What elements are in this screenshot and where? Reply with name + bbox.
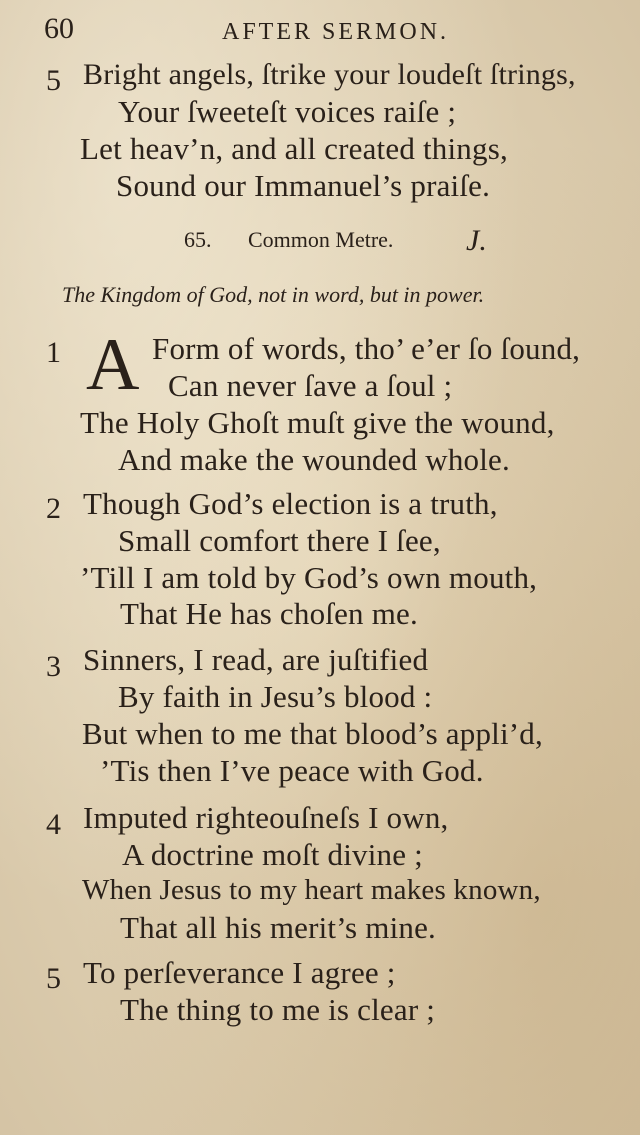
hymn-metre: Common Metre.	[248, 227, 394, 252]
verse-line: Form of words, tho’ e’er ſo ſound,	[152, 331, 581, 366]
verse-line: And make the wounded whole.	[118, 442, 510, 477]
drop-cap: A	[86, 324, 140, 406]
verse-line: ’Till I am told by God’s own mouth,	[80, 560, 538, 595]
hymn-subtitle: The Kingdom of God, not in word, but in power.	[62, 282, 485, 307]
stanza-number: 4	[46, 808, 61, 841]
verse-line: When Jesus to my heart makes known,	[82, 874, 541, 906]
stanza-number: 2	[46, 492, 61, 525]
verse-line: Sinners, I read, are juſtified	[83, 642, 429, 677]
verse-line: Your ſweeteſt voices raiſe ;	[118, 94, 457, 129]
verse-line: Small comfort there I ſee,	[118, 523, 441, 558]
verse-line: Imputed righteouſneſs I own,	[83, 800, 449, 835]
verse-line: ’Tis then I’ve peace with God.	[100, 753, 484, 788]
hymn-source: J.	[466, 224, 487, 257]
stanza-number: 5	[46, 64, 61, 97]
verse-line: That all his merit’s mine.	[120, 910, 437, 945]
verse-line: A doctrine moſt divine ;	[122, 837, 423, 872]
verse-line: By faith in Jesu’s blood :	[118, 679, 433, 714]
verse-line: To perſeverance I agree ;	[83, 955, 396, 990]
running-title: AFTER SERMON.	[222, 19, 450, 45]
verse-line: Though God’s election is a truth,	[83, 486, 498, 521]
verse-line: That He has choſen me.	[120, 596, 418, 631]
verse-line: The thing to me is clear ;	[120, 992, 436, 1027]
verse-line: Can never ſave a ſoul ;	[168, 368, 453, 403]
verse-line: Let heav’n, and all created things,	[80, 131, 508, 166]
stanza-number: 3	[46, 650, 61, 683]
verse-line: The Holy Ghoſt muſt give the wound,	[80, 405, 555, 440]
hymn-number: 65.	[184, 227, 212, 252]
stanza-number: 1	[46, 336, 61, 369]
verse-line: But when to me that blood’s appli’d,	[82, 716, 543, 751]
verse-line: Sound our Immanuel’s praiſe.	[116, 168, 491, 203]
verse-line: Bright angels, ſtrike your loudeſt ſtrings,	[83, 58, 576, 91]
stanza-number: 5	[46, 962, 61, 995]
page-number: 60	[44, 12, 74, 45]
